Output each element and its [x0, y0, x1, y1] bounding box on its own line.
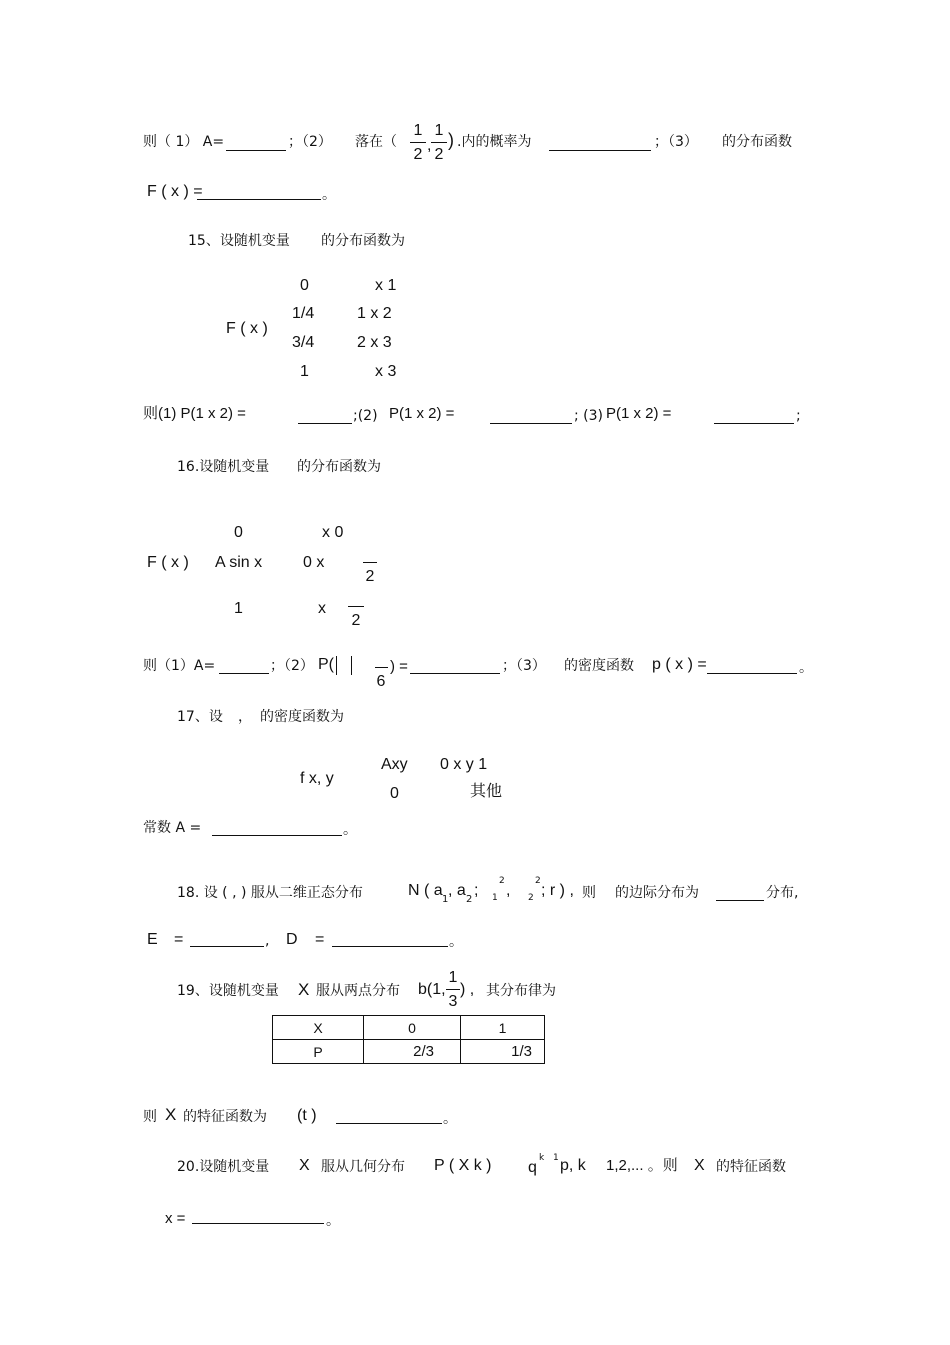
q15-ans-p3-label: ; (3) — [574, 408, 603, 424]
q15-F-label: F ( x ) — [226, 320, 268, 337]
table-cell: X — [273, 1016, 364, 1040]
q18-comma-a2: , a — [448, 882, 466, 899]
table-cell: P — [273, 1040, 364, 1064]
q15-row4-val: 1 — [300, 363, 309, 380]
q18-sub-sigma2: 2 — [528, 893, 534, 903]
q16-row2-val: A sin x — [215, 554, 263, 571]
q16-row2-frac-bar — [363, 562, 377, 563]
q16-row3-val: 1 — [234, 600, 243, 617]
q20-sup-k: k — [539, 1153, 545, 1163]
q18-fenbu: 分布, — [766, 885, 799, 901]
q16-abs-left — [336, 656, 337, 675]
q15-semi-end: ; — [796, 408, 801, 424]
q19-b-close: ) , — [460, 981, 475, 998]
q15-ans-p3: P(1 x 2) = — [606, 405, 672, 422]
q16-blank-P — [410, 673, 500, 674]
q15-row2-cond: 1 x 2 — [357, 305, 392, 322]
q16-title: 16.设随机变量 — [177, 459, 270, 475]
q14-blank-Fx — [197, 199, 321, 200]
q16-end: 。 — [799, 660, 813, 676]
q14-Fx: F ( x ) = — [147, 183, 203, 200]
q20-q: q — [528, 1159, 537, 1176]
q18-r-close: ; r ) , — [541, 882, 574, 899]
q18-blank-E — [190, 946, 264, 947]
q19-title: 19、设随机变量 — [177, 983, 279, 999]
q18-title: 18. 设 ( , ) 服从二维正态分布 — [177, 885, 363, 901]
q17-row1-cond: 0 x y 1 — [440, 756, 488, 773]
q19-X2: X — [165, 1105, 177, 1124]
q14-half2-den: 2 — [434, 146, 444, 163]
table-cell: 0 — [364, 1016, 461, 1040]
q19-b-num: 1 — [448, 969, 458, 986]
q20-X2: X — [694, 1157, 705, 1174]
q20-geo: 服从几何分布 — [321, 1159, 405, 1175]
q19-law: 其分布律为 — [486, 983, 556, 999]
q20-x-eq: x = — [165, 1210, 186, 1227]
q14-half1-num: 1 — [413, 122, 423, 139]
q20-pk: p, k — [560, 1157, 586, 1174]
q16-abs-right — [351, 656, 352, 675]
q16-ans-semi3: ；（3） — [502, 658, 546, 674]
q16-row2-frac-den: 2 — [365, 568, 375, 585]
q17-title-tail: 的密度函数为 — [260, 709, 344, 725]
q18-sub2: 2 — [466, 894, 473, 905]
q17-comma: ， — [238, 709, 252, 725]
q14-luozai: 落在（ — [355, 134, 397, 150]
q17-end: 。 — [343, 822, 357, 838]
q19-b: b(1, — [418, 981, 446, 998]
q18-E: E — [147, 931, 158, 948]
q16-px: p ( x ) = — [652, 656, 707, 673]
q20-blank — [192, 1223, 324, 1224]
q17-f-label: f x, y — [300, 770, 334, 787]
q16-frac-bar — [375, 667, 388, 668]
q18-eq2: = — [315, 931, 325, 948]
q16-row3-frac-den: 2 — [351, 612, 361, 629]
q16-density: 的密度函数 — [564, 658, 634, 674]
q18-sup-sigma1: 2 — [499, 876, 505, 886]
q16-blank-px — [707, 673, 797, 674]
q15-row2-val: 1/4 — [292, 305, 315, 322]
q15-title-tail: 的分布函数为 — [321, 233, 405, 249]
q20-range: 1,2,... 。则 — [606, 1157, 678, 1174]
table-cell: 1 — [461, 1016, 545, 1040]
table-row — [273, 1040, 545, 1064]
q19-char-fn: 的特征函数为 — [183, 1109, 267, 1125]
q17-row1-val: Axy — [381, 756, 408, 773]
q14-inner-prob: .内的概率为 — [457, 134, 532, 150]
q18-normal: N ( a — [408, 882, 443, 899]
q18-eq1: = — [174, 931, 184, 948]
q18-sub-sigma1: 1 — [492, 893, 498, 903]
q19-X: X — [298, 980, 310, 999]
q18-blank-dist — [716, 900, 764, 901]
q14-half1-bar — [410, 142, 426, 143]
q18-comma3: , — [265, 933, 270, 949]
q14-end: 。 — [322, 187, 336, 203]
q18-semi: ; — [474, 882, 479, 899]
q15-blank-2 — [490, 423, 572, 424]
q18-ze: 则 — [582, 885, 596, 901]
q19-phi: (t ) — [297, 1107, 317, 1124]
q14-semi2: ；（3） — [654, 134, 698, 150]
q20-X: X — [299, 1157, 310, 1174]
q15-blank-3 — [714, 423, 794, 424]
q15-row3-val: 3/4 — [292, 334, 315, 351]
q18-sup-sigma2: 2 — [535, 876, 541, 886]
q15-row1-cond: x 1 — [375, 277, 397, 294]
q14-half1-den: 2 — [413, 146, 423, 163]
q18-comma2: , — [506, 882, 511, 899]
q16-ans-semi2: ；（2） — [270, 658, 314, 674]
q18-end: 。 — [449, 934, 463, 950]
q16-frac-six: 6 — [376, 673, 386, 690]
q20-P-expr: P ( X k ) — [434, 1157, 492, 1174]
q15-row1-val: 0 — [300, 277, 309, 294]
q16-blank-A — [219, 673, 269, 674]
q15-ans-p2: P(1 x 2) = — [389, 405, 455, 422]
q15-row4-cond: x 3 — [375, 363, 397, 380]
q16-row3-frac-bar — [348, 606, 364, 607]
q17-const: 常数 A = — [143, 820, 202, 836]
q18-blank-D — [332, 946, 448, 947]
q14-half2-bar — [431, 142, 447, 143]
distribution-table — [272, 1015, 545, 1064]
q17-row2-val: 0 — [390, 785, 399, 802]
q14-half2-num: 1 — [434, 122, 444, 139]
q16-row1-cond: x 0 — [322, 524, 344, 541]
q16-title-tail: 的分布函数为 — [297, 459, 381, 475]
table-cell: 1/3 — [461, 1040, 545, 1064]
q14-dist-fn: 的分布函数 — [722, 134, 792, 150]
q20-end: 。 — [326, 1213, 340, 1229]
q14-close-paren: ) — [448, 130, 454, 150]
table-cell: 2/3 — [364, 1040, 461, 1064]
q16-ans-close: ) = — [390, 658, 408, 675]
q17-title: 17、设 — [177, 709, 223, 725]
q19-end: 。 — [443, 1111, 457, 1127]
q19-b-bar — [446, 989, 460, 990]
q20-title: 20.设随机变量 — [177, 1159, 270, 1175]
q16-row2-cond: 0 x — [303, 554, 325, 571]
q14-comma: , — [427, 137, 432, 154]
q19-two-point: 服从两点分布 — [316, 983, 400, 999]
q16-row3-cond: x — [318, 600, 326, 617]
q19-blank-phi — [336, 1123, 442, 1124]
q16-ans-P: P( — [318, 656, 334, 673]
q19-b-den: 3 — [448, 993, 458, 1010]
q15-ans-p2-label: ;(2) — [353, 408, 378, 424]
q14-semi1: ；（2） — [288, 134, 332, 150]
q15-blank-1 — [298, 423, 352, 424]
q20-char-fn: 的特征函数 — [716, 1159, 786, 1175]
q14-ze1: 则（ 1） A= — [143, 134, 225, 150]
q16-ans-ze: 则（1）A= — [143, 658, 216, 674]
q18-D: D — [286, 931, 298, 948]
q20-sup-1: 1 — [553, 1153, 559, 1163]
q15-title: 15、设随机变量 — [188, 233, 290, 249]
q14-blank-prob — [549, 150, 651, 151]
q15-ans-p1: 则(1) P(1 x 2) = — [143, 405, 246, 422]
q18-marginal: 的边际分布为 — [615, 885, 699, 901]
q16-row1-val: 0 — [234, 524, 243, 541]
q17-row2-cond: 其他 — [470, 781, 503, 800]
q17-blank-A — [212, 835, 342, 836]
q14-blank-A — [226, 150, 286, 151]
table-row — [273, 1016, 545, 1040]
q18-sub1: 1 — [442, 894, 449, 905]
q19-ze: 则 — [143, 1109, 157, 1125]
q16-F-label: F ( x ) — [147, 554, 189, 571]
q15-row3-cond: 2 x 3 — [357, 334, 392, 351]
